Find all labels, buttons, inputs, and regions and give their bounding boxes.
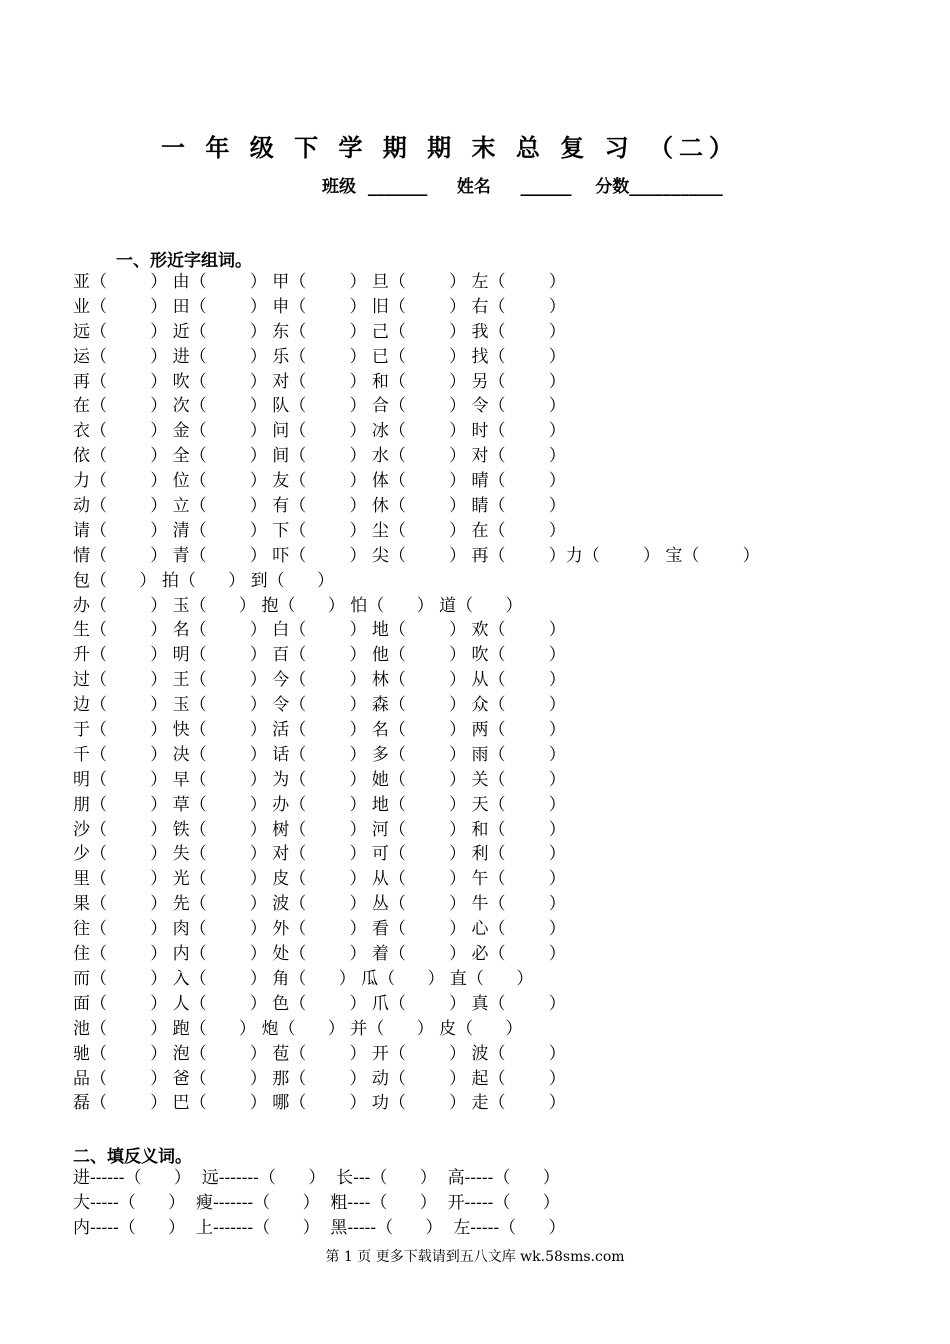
section-1-heading: 一、形近字组词。 bbox=[116, 251, 252, 271]
exercise-row: 依（ ） 全（ ） 间（ ） 水（ ） 对（ ） bbox=[73, 446, 566, 467]
exercise-row: 千（ ） 决（ ） 话（ ） 多（ ） 雨（ ） bbox=[73, 744, 566, 765]
antonym-row: 大-----（ ） 瘦-------（ ） 粗----（ ） 开-----（ ） bbox=[73, 1192, 560, 1213]
exercise-row: 过（ ） 王（ ） 今（ ） 林（ ） 从（ ） bbox=[73, 670, 566, 691]
exercise-row: 远（ ） 近（ ） 东（ ） 己（ ） 我（ ） bbox=[73, 321, 566, 342]
exercise-row: 在（ ） 次（ ） 队（ ） 合（ ） 令（ ） bbox=[73, 396, 566, 417]
exercise-row: 沙（ ） 铁（ ） 树（ ） 河（ ） 和（ ） bbox=[73, 819, 566, 840]
exercise-row: 请（ ） 清（ ） 下（ ） 尘（ ） 在（ ） bbox=[73, 520, 566, 541]
exercise-row: 生（ ） 名（ ） 白（ ） 地（ ） 欢（ ） bbox=[73, 620, 566, 641]
page-title: 一 年 级 下 学 期 期 末 总 复 习 （二） bbox=[161, 134, 739, 162]
student-info-line: 班级 _______ 姓名 ______ 分数___________ bbox=[322, 177, 723, 197]
page-footer: 第 1 页 更多下载请到五八文库 wk.58sms.com bbox=[325, 1249, 625, 1265]
exercise-row: 再（ ） 吹（ ） 对（ ） 和（ ） 另（ ） bbox=[73, 371, 566, 392]
exercise-row: 朋（ ） 草（ ） 办（ ） 地（ ） 天（ ） bbox=[73, 794, 566, 815]
exercise-row: 业（ ） 田（ ） 申（ ） 旧（ ） 右（ ） bbox=[73, 296, 566, 317]
exercise-row: 办（ ） 玉（ ） 抱（ ） 怕（ ） 道（ ） bbox=[73, 595, 523, 616]
exercise-row: 亚（ ） 由（ ） 甲（ ） 旦（ ） 左（ ） bbox=[73, 272, 566, 292]
exercise-row: 往（ ） 肉（ ） 外（ ） 看（ ） 心（ ） bbox=[73, 919, 566, 940]
exercise-row: 明（ ） 早（ ） 为（ ） 她（ ） 关（ ） bbox=[73, 769, 566, 790]
section-1-rows bbox=[73, 270, 760, 1116]
exercise-row: 住（ ） 内（ ） 处（ ） 着（ ） 必（ ） bbox=[73, 944, 566, 965]
exercise-row: 池（ ） 跑（ ） 炮（ ） 并（ ） 皮（ ） bbox=[73, 1018, 523, 1039]
antonym-row: 进------（ ） 远-------（ ） 长---（ ） 高-----（ ） bbox=[73, 1168, 560, 1188]
exercise-row: 磊（ ） 巴（ ） 哪（ ） 功（ ） 走（ ） bbox=[73, 1093, 566, 1114]
exercise-row: 驰（ ） 泡（ ） 苞（ ） 开（ ） 波（ ） bbox=[73, 1043, 566, 1064]
exercise-row: 边（ ） 玉（ ） 令（ ） 森（ ） 众（ ） bbox=[73, 695, 566, 716]
exercise-row: 力（ ） 位（ ） 友（ ） 体（ ） 晴（ ） bbox=[73, 471, 566, 492]
exercise-row: 里（ ） 光（ ） 皮（ ） 从（ ） 午（ ） bbox=[73, 869, 566, 890]
exercise-row: 而（ ） 入（ ） 角（ ） 瓜（ ） 直（ ） bbox=[73, 968, 534, 989]
exercise-row: 升（ ） 明（ ） 百（ ） 他（ ） 吹（ ） bbox=[73, 645, 566, 666]
exercise-row: 果（ ） 先（ ） 波（ ） 丛（ ） 牛（ ） bbox=[73, 894, 566, 915]
exercise-row: 动（ ） 立（ ） 有（ ） 休（ ） 睛（ ） bbox=[73, 496, 566, 517]
exercise-row: 情（ ） 青（ ） 吓（ ） 尖（ ） 再（ ）力（ ） 宝（ ） bbox=[73, 545, 760, 566]
exercise-row: 运（ ） 进（ ） 乐（ ） 已（ ） 找（ ） bbox=[73, 346, 566, 367]
section-2-heading: 二、填反义词。 bbox=[73, 1147, 192, 1167]
antonym-row: 内-----（ ） 上-------（ ） 黑-----（ ） 左-----（ ） bbox=[73, 1217, 566, 1238]
exercise-row: 衣（ ） 金（ ） 问（ ） 冰（ ） 时（ ） bbox=[73, 421, 566, 442]
exercise-row: 少（ ） 失（ ） 对（ ） 可（ ） 利（ ） bbox=[73, 844, 566, 865]
exercise-row: 于（ ） 快（ ） 活（ ） 名（ ） 两（ ） bbox=[73, 720, 566, 741]
exercise-row: 品（ ） 爸（ ） 那（ ） 动（ ） 起（ ） bbox=[73, 1068, 566, 1089]
exercise-row: 包（ ） 拍（ ） 到（ ） bbox=[73, 570, 335, 591]
section-2-rows bbox=[73, 1166, 566, 1241]
exercise-row: 面（ ） 人（ ） 色（ ） 爪（ ） 真（ ） bbox=[73, 993, 566, 1014]
